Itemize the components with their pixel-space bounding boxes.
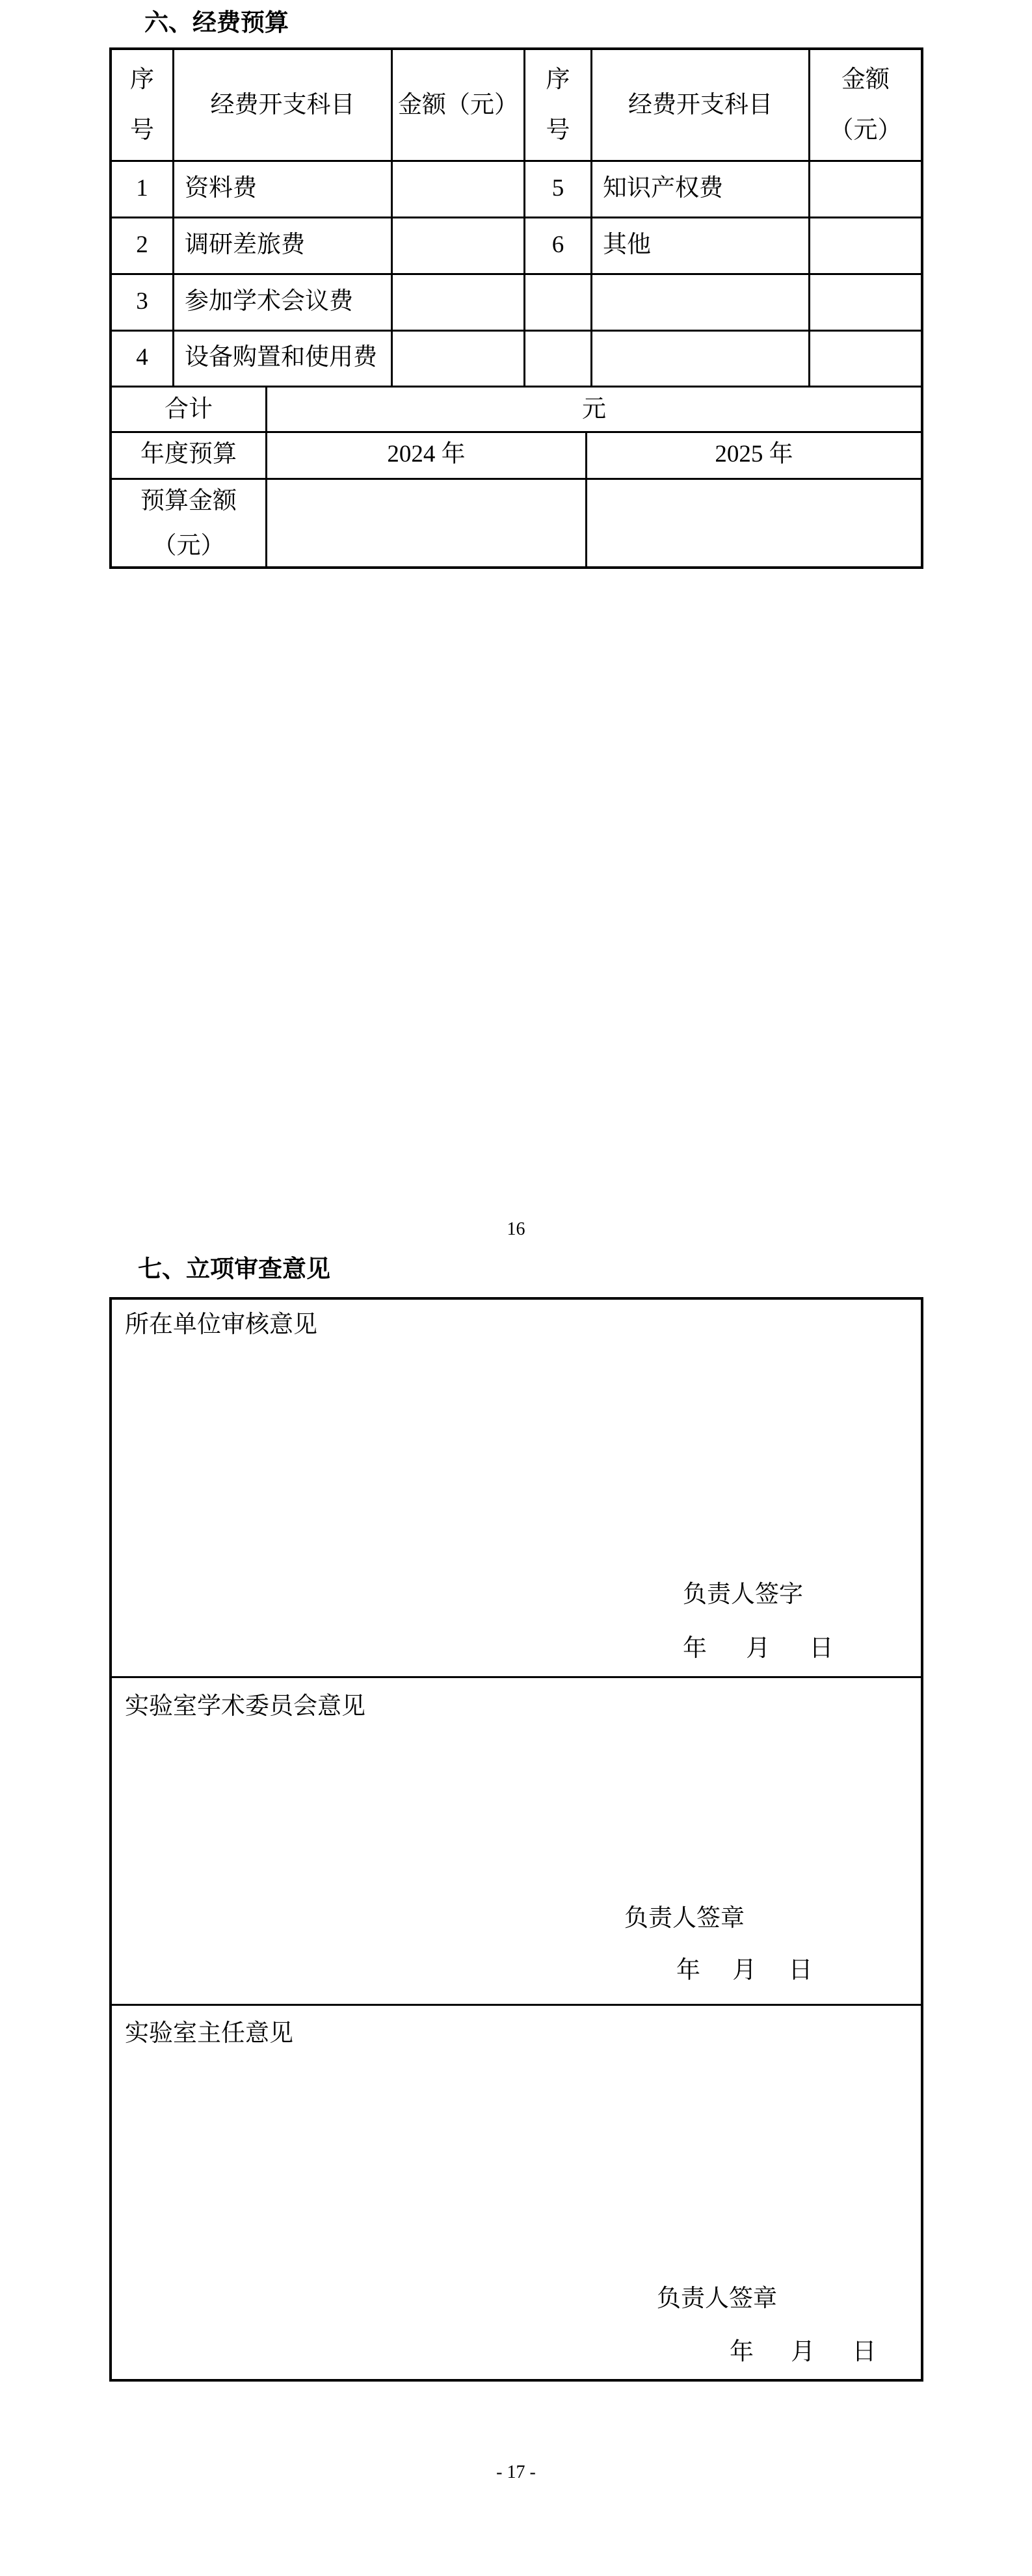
row2-amount2 xyxy=(810,218,921,271)
row1-amount2 xyxy=(810,162,921,215)
block2-label: 实验室学术委员会意见 xyxy=(125,1693,365,1720)
row1-subject: 资料费 xyxy=(185,174,257,202)
budget-amount-2025 xyxy=(587,480,921,566)
block3-label: 实验室主任意见 xyxy=(125,2020,293,2047)
page-number-16: 16 xyxy=(507,1219,525,1239)
row2-subject: 调研差旅费 xyxy=(185,231,305,258)
header-subject-left: 经费开支科目 xyxy=(210,91,355,118)
row3-no: 3 xyxy=(136,287,148,315)
budget-amount-label: 预算金额 （元） xyxy=(140,487,237,559)
row2-no2: 6 xyxy=(551,231,564,258)
total-label: 合计 xyxy=(165,395,213,423)
header-amount-right: 金额 （元） xyxy=(829,66,902,144)
block1-label: 所在单位审核意见 xyxy=(125,1311,317,1338)
row4-no: 4 xyxy=(136,344,148,371)
block1-date-line xyxy=(683,1636,834,1661)
header-serial-right: 序 号 xyxy=(546,66,570,144)
block3-date-month: 月 xyxy=(791,2339,815,2365)
annual-year-2025: 2025 年 xyxy=(715,441,793,468)
block2-date-day: 日 xyxy=(788,1957,813,1984)
total-value: 元 xyxy=(582,395,606,423)
budget-table xyxy=(109,47,923,569)
row1-no: 1 xyxy=(136,174,148,202)
row4-amount2 xyxy=(810,332,921,384)
row3-subject: 参加学术会议费 xyxy=(185,287,353,315)
row1-no2: 5 xyxy=(551,174,564,202)
row4-subject: 设备购置和使用费 xyxy=(185,344,377,371)
budget-amount-2024 xyxy=(267,480,585,566)
block1-date-month: 月 xyxy=(746,1635,771,1662)
review-grid-line xyxy=(112,1676,921,1678)
header-subject-right: 经费开支科目 xyxy=(628,91,773,118)
row3-subject2 xyxy=(592,275,808,328)
block3-date-line xyxy=(730,2340,877,2365)
review-table xyxy=(109,1297,923,2382)
section7-title: 七、立项审查意见 xyxy=(138,1256,330,1283)
row3-amount2 xyxy=(810,275,921,328)
block3-date-year: 年 xyxy=(730,2339,754,2365)
row4-subject2 xyxy=(592,332,808,384)
block1-date-day: 日 xyxy=(809,1635,834,1662)
header-amount-left: 金额（元） xyxy=(398,91,518,118)
row2-no: 2 xyxy=(136,231,148,258)
block3-sign-label: 负责人签章 xyxy=(657,2285,777,2312)
annual-budget-label: 年度预算 xyxy=(140,441,237,468)
row3-no2 xyxy=(525,275,590,328)
block2-sign-label: 负责人签章 xyxy=(624,1905,745,1932)
annual-year-2024: 2024 年 xyxy=(387,441,466,468)
block2-date-year: 年 xyxy=(676,1957,700,1984)
review-grid-line xyxy=(112,2004,921,2006)
section6-title: 六、经费预算 xyxy=(144,10,289,36)
row2-amount xyxy=(393,218,523,271)
header-serial-left: 序 号 xyxy=(130,66,154,144)
row3-amount xyxy=(393,275,523,328)
row4-amount xyxy=(393,332,523,384)
row1-subject2: 知识产权费 xyxy=(603,174,723,202)
row4-no2 xyxy=(525,332,590,384)
block3-date-day: 日 xyxy=(852,2339,877,2365)
block2-date-month: 月 xyxy=(732,1957,757,1984)
block2-date-line xyxy=(676,1958,813,1983)
row2-subject2: 其他 xyxy=(603,231,651,258)
block1-sign-label: 负责人签字 xyxy=(683,1581,803,1608)
block1-date-year: 年 xyxy=(683,1635,707,1662)
row1-amount xyxy=(393,162,523,215)
page-number-17: - 17 - xyxy=(496,2462,536,2482)
